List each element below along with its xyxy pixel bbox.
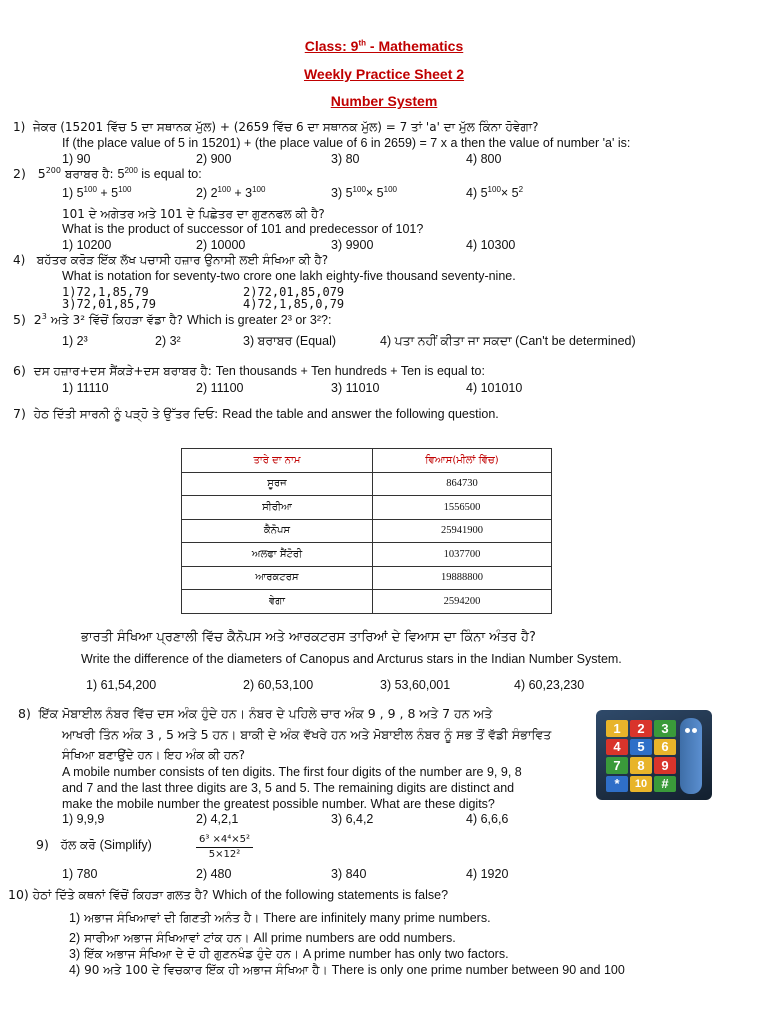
- table-cell-diameter: 2594200: [373, 590, 552, 614]
- q1-option-2: 2) 900: [196, 152, 232, 166]
- q8-punjabi-line-2: ਆਖਰੀ ਤਿੰਨ ਅੰਕ 3 , 5 ਅਤੇ 5 ਹਨ। ਬਾਕੀ ਦੇ ਅੰਕ ਵੱਖਰੇ ਹਨ ਅਤੇ ਮੋਬਾਈਲ ਨੰਬਰ ਨੂੰ ਸਭ ਤੋਂ ਵੱਡੀ ਸੰਭਾਵਿਤ: [62, 727, 552, 742]
- q8-option-3: 3) 6,4,2: [331, 812, 374, 826]
- q7-option-2: 2) 60,53,100: [243, 678, 314, 692]
- keypad-key: 8: [630, 757, 652, 774]
- keypad-key: 3: [654, 720, 676, 737]
- q8-english-line-1: A mobile number consists of ten digits. The first four digits of the number are 9, 9, 8: [62, 765, 522, 779]
- q3-punjabi: 101 ਦੇ ਅਗੇਤਰ ਅਤੇ 101 ਦੇ ਪਿਛੇਤਰ ਦਾ ਗੁਣਨਫਲ ਕੀ ਹੈ?: [62, 207, 325, 221]
- q10-statement-3: 3) ਇੱਕ ਅਭਾਜ ਸੰਖਿਆ ਦੇ ਦੋ ਹੀ ਗੁਣਨਖੰਡ ਹੁੰਦੇ ਹਨ। A prime number has only two factors.: [69, 947, 509, 961]
- q8-punjabi-line-1: 8) ਇੱਕ ਮੋਬਾਈਲ ਨੰਬਰ ਵਿੱਚ ਦਸ ਅੰਕ ਹੁੰਦੇ ਹਨ। ਨੰਬਰ ਦੇ ਪਹਿਲੇ ਚਾਰ ਅੰਕ 9 , 9 , 8 ਅਤੇ 7 ਹਨ ਅਤੇ: [18, 706, 493, 721]
- q4-option-1: 1)72,1,85,79: [62, 285, 149, 299]
- keypad-key: 4: [606, 739, 628, 756]
- q1-option-1: 1) 90: [62, 152, 91, 166]
- table-cell-star: ਕੈਨੋਪਸ: [182, 519, 373, 543]
- table-cell-diameter: 1556500: [373, 496, 552, 520]
- q4-punjabi: 4) ਬਹੱਤਰ ਕਰੋੜ ਇੱਕ ਲੱਖ ਪਚਾਸੀ ਹਜ਼ਾਰ ਉਨਾਸੀ ਲਈ ਸੰਖਿਆ ਕੀ ਹੈ?: [13, 253, 329, 267]
- keypad-key: 9: [654, 757, 676, 774]
- keypad-key: #: [654, 776, 676, 793]
- q9-fraction: [196, 833, 253, 862]
- q9-option-1: 1) 780: [62, 867, 98, 881]
- q8-english-line-2: and 7 and the last three digits are 3, 5 and 5. The remaining digits are distinct and: [62, 781, 515, 795]
- q9-option-4: 4) 1920: [466, 867, 509, 881]
- q10-question: 10) ਹੇਠਾਂ ਦਿੱਤੇ ਕਥਨਾਂ ਵਿੱਚੋਂ ਕਿਹੜਾ ਗਲਤ ਹੈ? Which of the following statements is false?: [8, 887, 449, 902]
- sheet-title: Weekly Practice Sheet 2: [303, 66, 465, 82]
- keypad-key: 1: [606, 720, 628, 737]
- handset-eye-icon: [685, 728, 690, 733]
- q7-english-question: Write the difference of the diameters of Canopus and Arcturus stars in the Indian Number System.: [81, 652, 622, 666]
- keypad-key: 2: [630, 720, 652, 737]
- q3-english: What is the product of successor of 101 and predecessor of 101?: [62, 222, 424, 236]
- q8-option-2: 2) 4,2,1: [196, 812, 239, 826]
- table-row: [182, 472, 552, 496]
- q10-statement-1: 1) ਅਭਾਜ ਸੰਖਿਆਵਾਂ ਦੀ ਗਿਣਤੀ ਅਨੰਤ ਹੈ। There are infinitely many prime numbers.: [69, 911, 491, 925]
- q4-option-3: 3)72,01,85,79: [62, 297, 156, 311]
- table-cell-star: ਅਲਫਾ ਸੈਂਟੋਰੀ: [182, 543, 373, 567]
- table-row: [182, 496, 552, 520]
- q1-option-3: 3) 80: [331, 152, 360, 166]
- q3-option-1: 1) 10200: [62, 238, 112, 252]
- topic-title: Number System: [330, 93, 438, 109]
- q8-option-1: 1) 9,9,9: [62, 812, 105, 826]
- q8-english-line-3: make the mobile number the greatest possible number. What are these digits?: [62, 797, 495, 811]
- q3-option-4: 4) 10300: [466, 238, 516, 252]
- keypad-grid: [606, 720, 676, 792]
- table-cell-star: ਸੂਰਜ: [182, 472, 373, 496]
- q1-punjabi: 1) ਜੇਕਰ (15201 ਵਿੱਚ 5 ਦਾ ਸਥਾਨਕ ਮੁੱਲ) + (2659 ਵਿੱਚ 6 ਦਾ ਸਥਾਨਕ ਮੁੱਲ) = 7 ਤਾਂ 'a' ਦਾ ਮੁੱਲ ਕਿੰਨਾ ਹੋਵੇਗਾ?: [13, 120, 539, 134]
- keypad-key: 6: [654, 739, 676, 756]
- phone-keypad-image: [596, 710, 712, 800]
- table-header-diameter: ਵਿਆਸ(ਮੀਲਾਂ ਵਿੱਚ): [373, 449, 552, 473]
- q6-option-4: 4) 101010: [466, 381, 523, 395]
- phone-handset-icon: [680, 718, 702, 794]
- table-cell-star: ਵੇਗਾ: [182, 590, 373, 614]
- q8-punjabi-line-3: ਸੰਖਿਆ ਬਣਾਉਂਦੇ ਹਨ। ਇਹ ਅੰਕ ਕੀ ਹਨ?: [62, 748, 246, 762]
- q5-option-3: 3) ਬਰਾਬਰ (Equal): [243, 334, 337, 348]
- keypad-key: 5: [630, 739, 652, 756]
- q1-option-4: 4) 800: [466, 152, 502, 166]
- table-header-star-name: ਤਾਰੇ ਦਾ ਨਾਮ: [182, 449, 373, 473]
- q6-question: 6) ਦਸ ਹਜ਼ਾਰ+ਦਸ ਸੈਂਕੜੇ+ਦਸ ਬਰਾਬਰ ਹੈ: Ten thousands + Ten hundreds + Ten is equal to:: [13, 363, 485, 378]
- q3-option-2: 2) 10000: [196, 238, 246, 252]
- table-cell-diameter: 1037700: [373, 543, 552, 567]
- table-cell-diameter: 25941900: [373, 519, 552, 543]
- table-cell-diameter: 19888800: [373, 566, 552, 590]
- q10-statement-2: 2) ਸਾਰੀਆ ਅਭਾਜ ਸੰਖਿਆਵਾਂ ਟਾਂਕ ਹਨ। All prime numbers are odd numbers.: [69, 931, 456, 945]
- table-cell-star: ਸੀਰੀਆ: [182, 496, 373, 520]
- q7-question: 7) ਹੇਠ ਦਿੱਤੀ ਸਾਰਨੀ ਨੂੰ ਪੜ੍ਹੋ ਤੇ ਉੱਤਰ ਦਿਓ: Read the table and answer the following question.: [13, 406, 499, 421]
- q8-option-4: 4) 6,6,6: [466, 812, 509, 826]
- table-cell-diameter: 864730: [373, 472, 552, 496]
- q7-option-1: 1) 61,54,200: [86, 678, 157, 692]
- q4-english: What is notation for seventy-two crore one lakh eighty-five thousand seventy-nine.: [62, 269, 516, 283]
- star-diameter-table: [181, 448, 552, 614]
- q5-option-2: 2) 3²: [155, 334, 181, 348]
- q9-numerator: 6³ ×4⁴×5²: [196, 833, 253, 848]
- q4-option-2: 2)72,01,85,079: [243, 285, 345, 299]
- table-row: [182, 543, 552, 567]
- q7-punjabi-question: ਭਾਰਤੀ ਸੰਖਿਆ ਪ੍ਰਣਾਲੀ ਵਿੱਚ ਕੈਨੋਪਸ ਅਤੇ ਆਰਕਟਰਸ ਤਾਰਿਆਂ ਦੇ ਵਿਆਸ ਦਾ ਕਿੰਨਾ ਅੰਤਰ ਹੈ?: [81, 630, 536, 645]
- table-row: [182, 566, 552, 590]
- table-cell-star: ਆਰਕਟਰਸ: [182, 566, 373, 590]
- q9-question: 9) ਹੱਲ ਕਰੋ (Simplify): [36, 837, 152, 852]
- keypad-key: 7: [606, 757, 628, 774]
- table-row: [182, 590, 552, 614]
- q6-option-3: 3) 11010: [331, 381, 380, 395]
- q9-option-3: 3) 840: [331, 867, 367, 881]
- table-row: [182, 519, 552, 543]
- q5-option-4: 4) ਪਤਾ ਨਹੀਂ ਕੀਤਾ ਜਾ ਸਕਦਾ (Can't be determined): [380, 334, 636, 348]
- q10-statement-4: 4) 90 ਅਤੇ 100 ਦੇ ਵਿਚਕਾਰ ਇੱਕ ਹੀ ਅਭਾਜ ਸੰਖਿਆ ਹੈ। There is only one prime number between 90 and 100: [69, 963, 625, 977]
- q2-option-1: 1) $5^{100} + 5^{100}$: [62, 184, 132, 200]
- keypad-key: 10: [630, 776, 652, 793]
- q9-denominator: 5×12²: [208, 849, 241, 860]
- q1-english: If (the place value of 5 in 15201) + (the place value of 6 in 2659) = 7 x a then the value of number 'a' is:: [62, 136, 631, 150]
- keypad-key: *: [606, 776, 628, 793]
- q5-question: 5) $2^3$ ਅਤੇ 3² ਵਿੱਚੋਂ ਕਿਹੜਾ ਵੱਡਾ ਹੈ? Which is greater 2³ or 3²?:: [13, 311, 332, 327]
- table-header-row: [182, 449, 552, 473]
- q6-option-2: 2) 11100: [196, 381, 244, 395]
- q2-option-3: 3) $5^{100}\times 5^{100}$: [331, 184, 397, 200]
- q4-option-4: 4)72,1,85,0,79: [243, 297, 345, 311]
- q2-option-2: 2) $2^{100} + 3^{100}$: [196, 184, 266, 200]
- q7-option-4: 4) 60,23,230: [514, 678, 585, 692]
- class-title: Class: 9th - Mathematics: [304, 38, 464, 54]
- q3-option-3: 3) 9900: [331, 238, 374, 252]
- q2-question: 2) $5^{200}$ ਬਰਾਬਰ ਹੈ: $5^{200}$ is equal to:: [13, 165, 202, 181]
- q5-option-1: 1) 2³: [62, 334, 88, 348]
- handset-eye-icon: [692, 728, 697, 733]
- q9-option-2: 2) 480: [196, 867, 232, 881]
- q7-option-3: 3) 53,60,001: [380, 678, 451, 692]
- q6-option-1: 1) 11110: [62, 381, 109, 395]
- q2-option-4: 4) $5^{100}\times 5^2$: [466, 184, 524, 200]
